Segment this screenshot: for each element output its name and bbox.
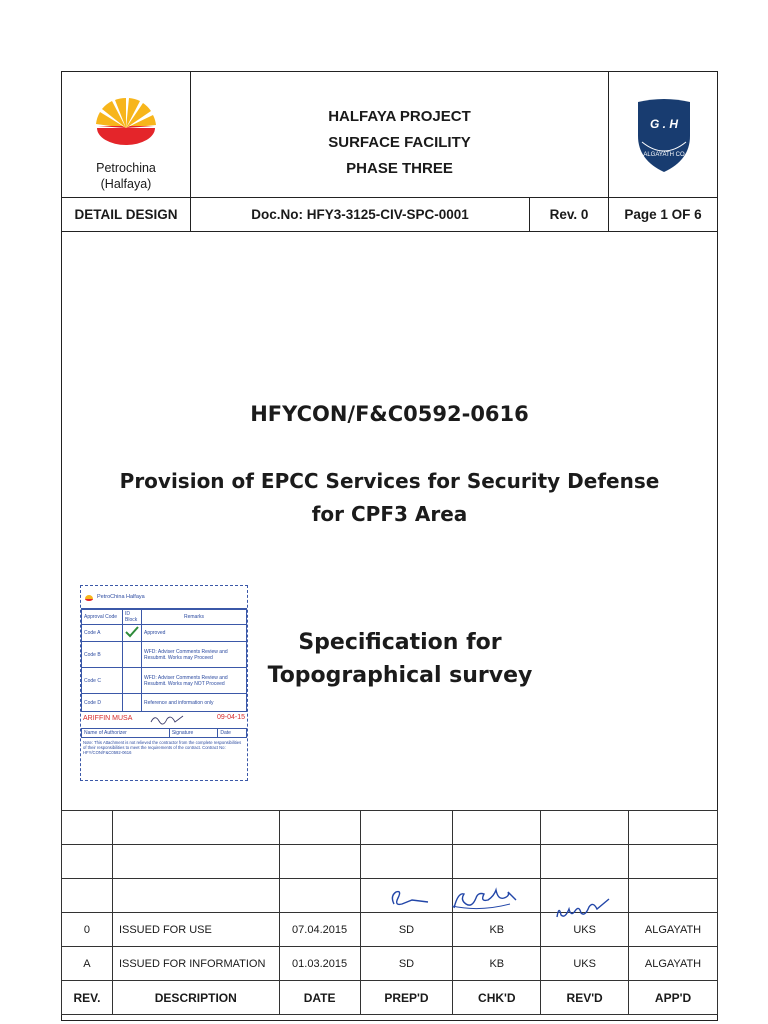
- company-logo-cell: [61, 71, 191, 198]
- stamp-label-name: Name of Authorizer: [82, 729, 170, 738]
- contractor-emblem-cell: [608, 71, 718, 198]
- rev-reviewed: UKS: [541, 913, 629, 947]
- stamp-header-remarks: Remarks: [142, 610, 247, 625]
- company-subname: (Halfaya): [100, 177, 152, 191]
- stamp-company: PetroChina Halfaya: [97, 594, 145, 600]
- col-header-approved: APP'D: [629, 981, 718, 1015]
- table-row: [62, 947, 718, 981]
- col-header-rev: REV.: [62, 981, 113, 1015]
- stamp-code-a: Code A: [82, 625, 123, 642]
- rev-reviewed: UKS: [541, 947, 629, 981]
- rev-description: ISSUED FOR INFORMATION: [112, 947, 279, 981]
- rev-date: 01.03.2015: [279, 947, 360, 981]
- checked-signature-icon: [450, 886, 522, 912]
- checkmark-icon: [125, 626, 139, 638]
- stamp-header-id: ID Block: [123, 610, 142, 625]
- revision-blank-row: [62, 811, 718, 845]
- prepared-signature-icon: [388, 888, 434, 910]
- rev-checked: KB: [453, 947, 541, 981]
- spec-title-line-1: Specification for: [298, 630, 502, 655]
- stamp-reviewer-row: [81, 712, 247, 728]
- project-description: Provision of EPCC Services for Security Defense for CPF3 Area: [119, 469, 660, 526]
- project-line-1: HALFAYA PROJECT: [328, 108, 471, 125]
- project-line-2: SURFACE FACILITY: [328, 134, 471, 151]
- design-stage: DETAIL DESIGN: [61, 197, 191, 232]
- document-number: Doc.No: HFY3-3125-CIV-SPC-0001: [190, 197, 530, 232]
- col-header-checked: CHK'D: [453, 981, 541, 1015]
- reviewed-signature-icon: [553, 895, 613, 923]
- contract-number: HFYCON/F&C0592-0616: [250, 402, 529, 426]
- table-row: [62, 913, 718, 947]
- rev-code: A: [62, 947, 113, 981]
- stamp-signature-icon: [149, 712, 185, 726]
- rev-approved: ALGAYATH: [629, 947, 718, 981]
- stamp-remark-a: Approved: [142, 625, 247, 642]
- stamp-checkmark-cell: [123, 625, 142, 642]
- stamp-remark-c: WFD: Adviser Comments Review and Resubmit. Works may NOT Proceed: [142, 668, 247, 694]
- revision-blank-row: [62, 845, 718, 879]
- emblem-initials: G . H: [649, 117, 679, 131]
- stamp-code-c: Code C: [82, 668, 123, 694]
- stamp-code-d: Code D: [82, 694, 123, 712]
- stamp-remark-d: Reference and information only: [142, 694, 247, 712]
- col-header-prepared: PREP'D: [360, 981, 453, 1015]
- petrochina-logo-icon: [94, 92, 158, 152]
- rev-date: 07.04.2015: [279, 913, 360, 947]
- rev-prepared: SD: [360, 947, 453, 981]
- col-header-reviewed: REV'D: [541, 981, 629, 1015]
- stamp-approval-table: [81, 609, 247, 712]
- stamp-code-b: Code B: [82, 642, 123, 668]
- revision-table: [61, 810, 718, 1015]
- stamp-label-date: Date: [218, 729, 247, 738]
- stamp-note: Note: This Attachment is not relieved the contractor from the complete responsibilities of their responsibilities to meet the requirements of the contract. Contract No: HFY/CON/F&C0592-0616: [83, 740, 242, 755]
- page-number: Page 1 OF 6: [608, 197, 718, 232]
- revision-header-row: [62, 981, 718, 1015]
- emblem-ring-text: ALGAYATH CO: [643, 152, 685, 158]
- col-header-description: DESCRIPTION: [112, 981, 279, 1015]
- project-title-lines: [191, 104, 608, 182]
- rev-description: ISSUED FOR USE: [112, 913, 279, 947]
- rev-approved: ALGAYATH: [629, 913, 718, 947]
- project-line-3: PHASE THREE: [346, 160, 453, 177]
- approval-stamp: [80, 585, 248, 781]
- project-title-cell: [190, 71, 609, 198]
- stamp-label-signature: Signature: [169, 729, 218, 738]
- stamp-date: 09-04-15: [216, 714, 245, 721]
- spec-title-line-2: Topographical survey: [267, 663, 533, 688]
- company-name: Petrochina: [96, 161, 156, 175]
- algayath-shield-icon: [634, 98, 694, 176]
- col-header-date: DATE: [279, 981, 360, 1015]
- revision-label: Rev. 0: [529, 197, 609, 232]
- rev-prepared: SD: [360, 913, 453, 947]
- stamp-remark-b: WFD: Adviser Comments Review and Resubmit. Works may Proceed: [142, 642, 247, 668]
- rev-checked: KB: [453, 913, 541, 947]
- stamp-signoff-labels: [81, 728, 247, 738]
- stamp-reviewer-name: ARIFFIN MUSA: [83, 715, 133, 722]
- rev-code: 0: [62, 913, 113, 947]
- stamp-logo-icon: [84, 593, 94, 601]
- stamp-header: [81, 586, 247, 609]
- stamp-header-code: Approval Code: [82, 610, 123, 625]
